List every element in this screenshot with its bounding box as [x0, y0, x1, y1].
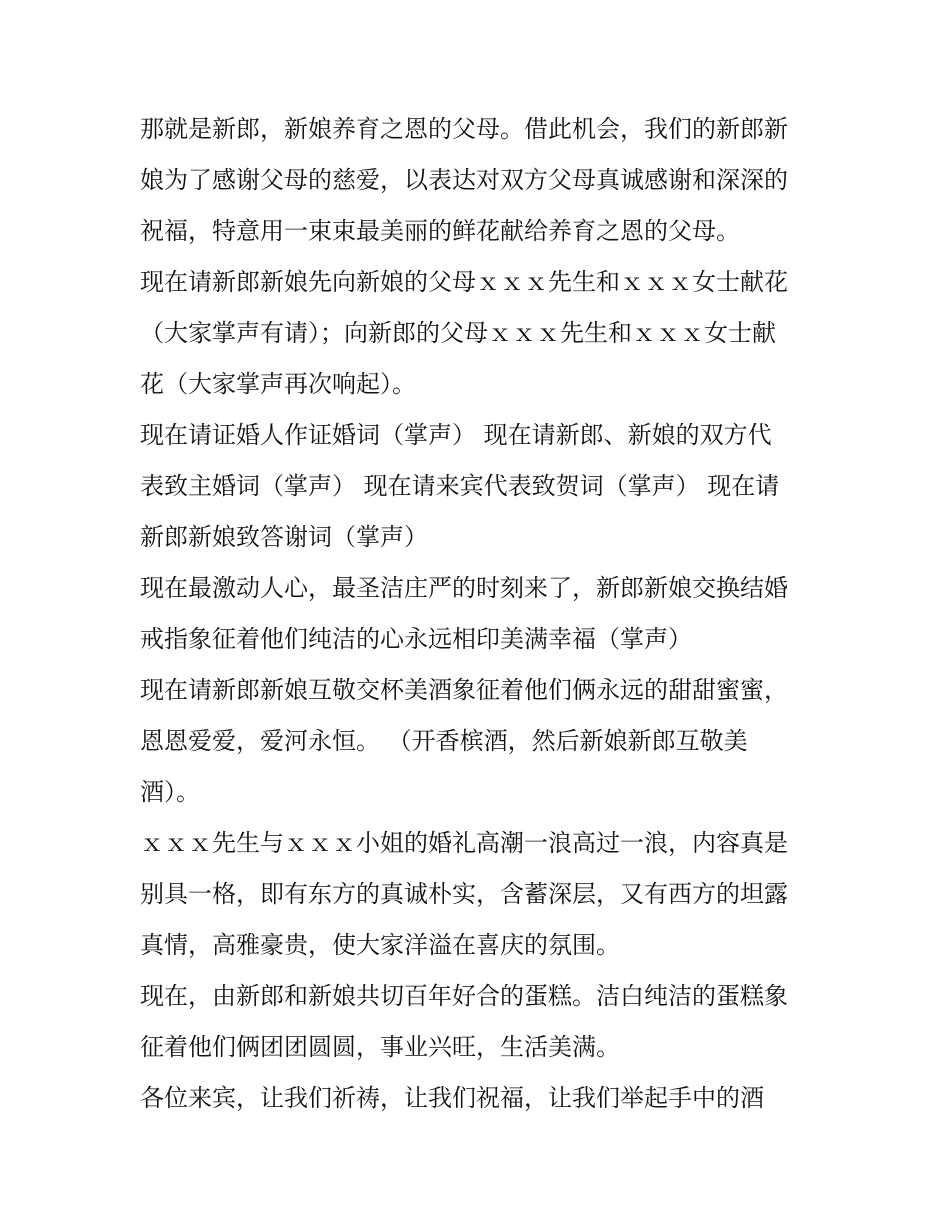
text-line: 戒指象征着他们纯洁的心永远相印美满幸福（掌声） — [140, 625, 692, 653]
text-line: 真情，高雅豪贵，使大家洋溢在喜庆的氛围。 — [140, 931, 620, 959]
text-line: ｘｘｘ先生与ｘｘｘ小姐的婚礼高潮一浪高过一浪，内容真是 — [140, 829, 788, 857]
text-line: 现在请新郎新娘互敬交杯美酒象征着他们俩永远的甜甜蜜蜜， — [140, 676, 788, 704]
text-line: 酒）。 — [140, 778, 200, 806]
text-line: 花（大家掌声再次响起）。 — [140, 370, 416, 398]
text-line: 现在，由新郎和新娘共切百年好合的蛋糕。洁白纯洁的蛋糕象 — [140, 982, 788, 1010]
text-line: 祝福，特意用一束束最美丽的鲜花献给养育之恩的父母。 — [140, 217, 740, 245]
text-line: 娘为了感谢父母的慈爱，以表达对双方父母真诚感谢和深深的 — [140, 166, 788, 194]
text-line: 那就是新郎，新娘养育之恩的父母。借此机会，我们的新郎新 — [140, 115, 788, 143]
text-line: 各位来宾，让我们祈祷，让我们祝福，让我们举起手中的酒 — [140, 1084, 764, 1112]
text-line: 现在请证婚人作证婚词（掌声） 现在请新郎、新娘的双方代 — [140, 421, 772, 449]
text-line: 征着他们俩团团圆圆，事业兴旺，生活美满。 — [140, 1033, 620, 1061]
text-line: 恩恩爱爱，爱河永恒。 （开香槟酒，然后新娘新郎互敬美 — [140, 727, 748, 755]
text-line: （大家掌声有请）；向新郎的父母ｘｘｘ先生和ｘｘｘ女士献 — [140, 319, 776, 347]
text-line: 现在请新郎新娘先向新娘的父母ｘｘｘ先生和ｘｘｘ女士献花 — [140, 268, 788, 296]
text-line: 别具一格，即有东方的真诚朴实，含蓄深层，又有西方的坦露 — [140, 880, 788, 908]
text-line: 表致主婚词（掌声） 现在请来宾代表致贺词（掌声） 现在请 — [140, 472, 780, 500]
text-line: 现在最激动人心，最圣洁庄严的时刻来了，新郎新娘交换结婚 — [140, 574, 788, 602]
document-body — [140, 104, 820, 1124]
text-line: 新郎新娘致答谢词（掌声） — [140, 523, 428, 551]
